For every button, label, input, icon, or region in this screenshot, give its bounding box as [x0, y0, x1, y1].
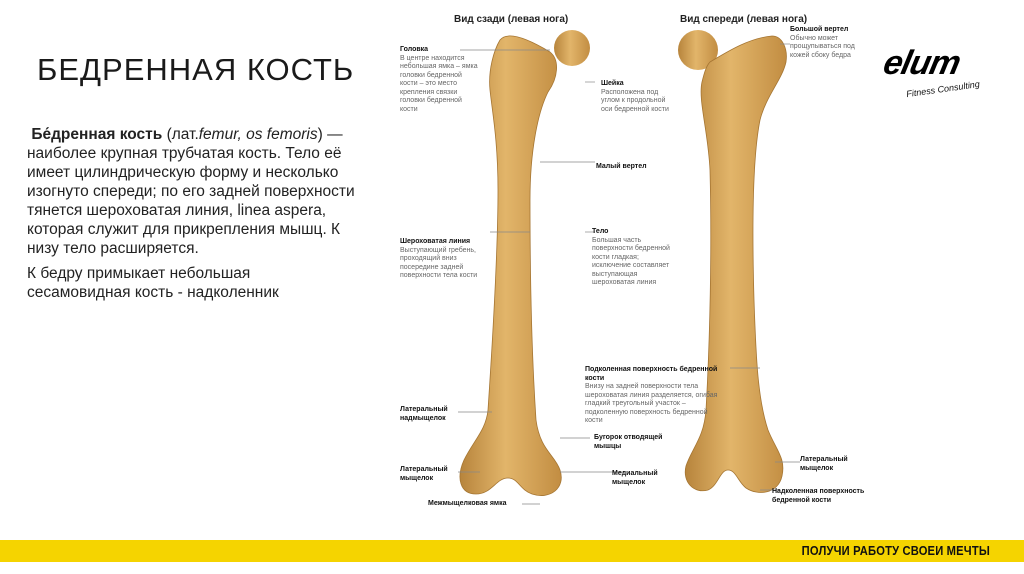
femur-figure [380, 0, 900, 535]
label-patellar-surface: Надколенная поверхность бедренной кости [772, 488, 865, 504]
banner-text: ПОЛУЧИ РАБОТУ СВОЕИ МЕЧТЫ [801, 543, 990, 558]
label-shaft: Тело Большая часть поверхности бедренной кости гладкая; исключение составляет выступающая шероховатая линия [592, 228, 670, 286]
brand-logo [878, 40, 993, 110]
label-popliteal-surface: Подколенная поверхность бедренной кости Внизу на задней поверхности тела шероховатая линия разделяется, огибая гладкий треугольный участок – подколенную поверхность бедренной кости [585, 366, 718, 424]
bottom-banner [0, 540, 1024, 562]
latin-prefix: (лат. [162, 126, 199, 143]
logo-subtitle: Fitness Consulting [905, 78, 981, 100]
definition-rest: ) — наиболее крупная трубчатая кость. Тело её имеет цилиндрическую форму и несколько изогнуто спереди; по его задней поверхности тянется шероховатая линия, linea aspera, которая служит для прикрепления мышц. К низу тело расширяется. [27, 126, 355, 257]
femur-head-back [554, 30, 590, 66]
label-lateral-epicondyle: Латеральный надмыщелок [400, 406, 448, 422]
label-lateral-condyle-front: Латеральный мыщелок [800, 456, 848, 472]
slide-body [27, 125, 357, 308]
label-intercondylar-fossa: Межмыщелковая ямка [428, 500, 507, 507]
label-lateral-condyle-back: Латеральный мыщелок [400, 466, 448, 482]
label-neck: Шейка Расположена под углом к продольной оси бедренной кости [601, 80, 669, 113]
label-medial-condyle: Медиальный мыщелок [612, 470, 658, 486]
label-lesser-trochanter: Малый вертел [596, 163, 647, 170]
label-greater-trochanter: Большой вертел Обычно может прощупываться под кожей сбоку бедра [790, 26, 855, 59]
view-front-caption: Вид спереди (левая нога) [680, 14, 808, 25]
label-adductor-tubercle: Бугорок отводящей мышцы [594, 434, 663, 450]
paragraph-definition [27, 125, 357, 258]
slide-title: БЕДРЕННАЯ КОСТЬ [37, 52, 355, 87]
label-head: Головка В центре находится небольшая ямка – ямка головки бедренной кости – это место крепления связки головки бедренной кости [400, 46, 478, 113]
paragraph-patella: К бедру примыкает небольшая сесамовидная кость - надколенник [27, 265, 279, 301]
view-back-caption: Вид сзади (левая нога) [454, 14, 569, 25]
latin-name: femur, os femoris [198, 126, 318, 143]
logo-word: elum [880, 44, 964, 82]
term-femur: Бе́дренная кость [31, 126, 163, 143]
label-linea-aspera: Шероховатая линия Выступающий гребень, проходящий вниз посередине задней поверхности тела кости [400, 238, 478, 279]
